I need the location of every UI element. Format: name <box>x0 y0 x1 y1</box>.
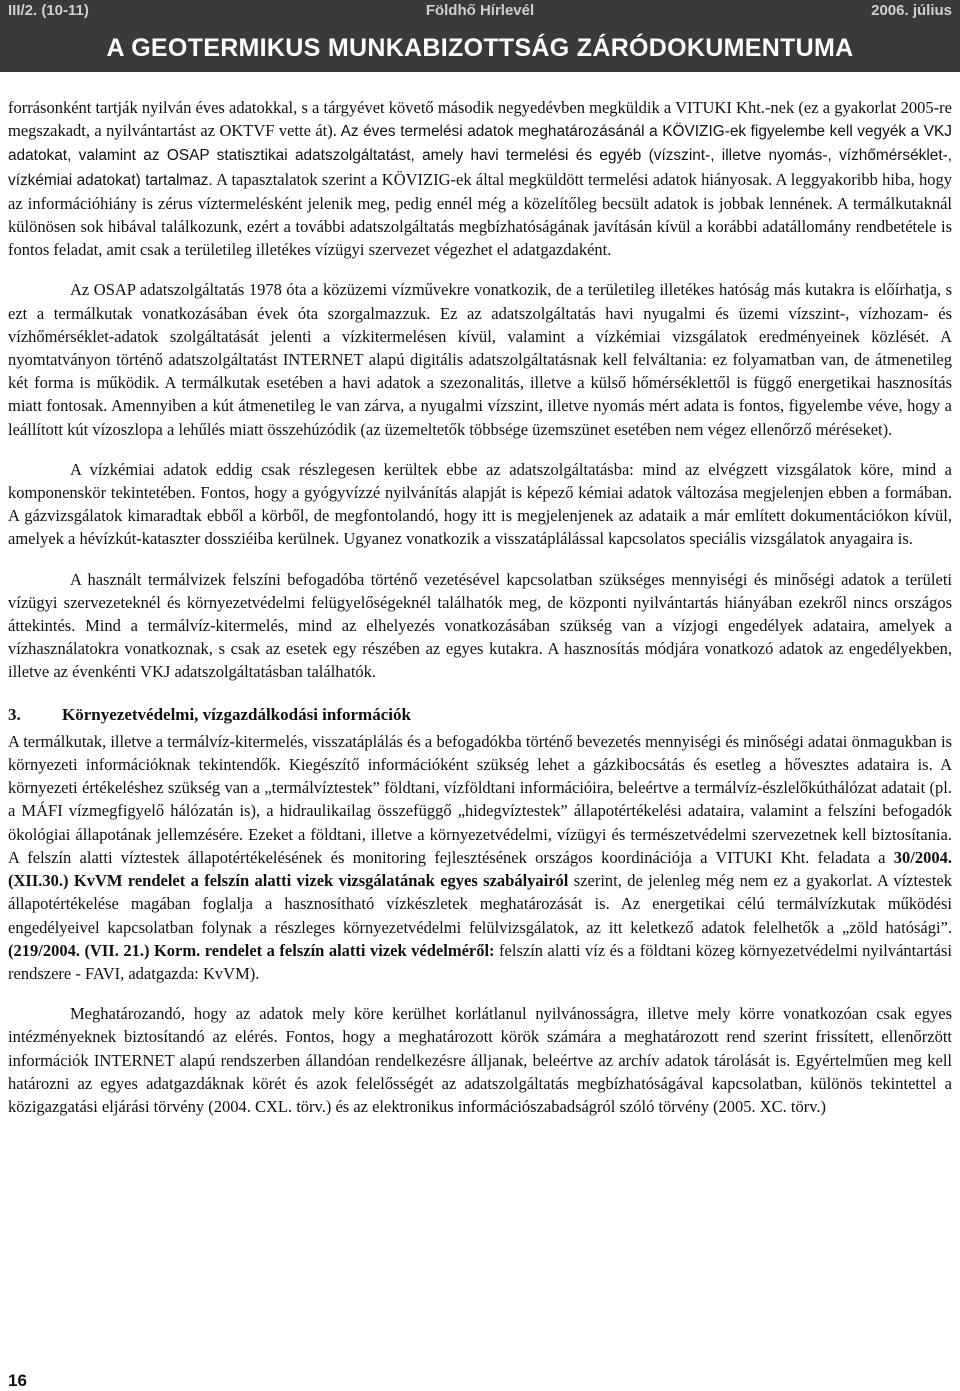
journal-name: Földhő Hírlevél <box>425 2 535 19</box>
section-number: 3. <box>8 704 21 724</box>
document-title: A GEOTERMIKUS MUNKABIZOTTSÁG ZÁRÓDOKUMENTUMA <box>106 34 854 62</box>
paragraph-1-part-a: forrásonként tartják nyilván éves adatokkal, s a tárgyévet követő második negyedévben megküldik a VITUKI Kht.-nek (ez a gyakorlat 2005-re megszakadt, a nyilvántartást az OKTVF vette át). <box>8 98 952 141</box>
paragraph-6: Meghatározandó, hogy az adatok mely köre kerülhet korlátlanul nyilvánosságra, illetve mely körre vonatkozóan csak egyes intézményeknek biztosítandó az elérés. Fontos, hogy a meghatározott körök számára a meghatározott rend szerint frissített, ellenőrzött információk INTERNET alapú rendszerben állandóan rendelkezésre álljanak, beleértve az archív adatok tárolását is. Egyértelműen meg kell határozni az egyes adatgazdáknak körét és azok felelősségét az adatszolgáltatás megbízhatóságával kapcsolatban, különös tekintettel a közigazgatási eljárási törvény (2004. CXL. törv.) és az elektronikus információszabadságról szóló törvény (2005. XC. törv.) <box>8 1004 952 1116</box>
issue-date: 2006. július <box>871 2 952 19</box>
regulation-reference-1: 30/2004. (XII.30.) KvVM rendelet a felszín alatti vizek vizsgálatának egyes szabályairól <box>8 847 952 891</box>
paragraph-5-part-a: A termálkutak, illetve a termálvíz-kitermelés, visszatáplálás és a befogadókba történő bevezetés mennyiségi és minőségi adatai önmagukban is környezeti információknak tekintendők. Kiegészítő információként szükség lehet a gázkibocsátás és esetleg a hővesztes adataira is. A környezeti értékeléshez szükség van a „termálvíztestek” földtani, vízföldtani információira, beleértve a termálvíz-észlelőkúthálózat adatait (pl. a MÁFI vízmegfigyelő hálózatán is), a hidraulikailag összefüggő „hidegvíztestek” állapotértékelési adataira, valamint a felszíni befogadók ökológiai állapotának jellemzésére. Ezeket a földtani, illetve a környezetvédelmi, vízügyi és természetvédelmi szervezetnek kell biztosítania. A felszín alatti víztestek állapotértékelésének és monitoring fejlesztésének országos koordinációja a VITUKI Kht. feladata a <box>8 731 952 867</box>
section-title: Környezetvédelmi, vízgazdálkodási információk <box>62 704 411 724</box>
section-heading <box>8 703 952 726</box>
paragraph-1-part-c: A tapasztalatok szerint a KÖVIZIG-ek által megküldött termelési adatok hiányosak. A leggyakoribb hiba, hogy az információhiány is zérus víztermelésként jelenik meg, pedig ennél még a közelítőleg becsült adatok is jobbak lennének. A termálkutaknál különösen sok hibával találkozunk, ezért a további adatszolgáltatás megbízhatóságának javításán kívül a korábbi adatállomány rendbetétele is fontos feladat, amit csak a területileg illetékes vízügyi szervezet végezhet el adatgazdaként. <box>8 169 952 260</box>
paragraph-3: A vízkémiai adatok eddig csak részlegesen kerültek ebbe az adatszolgáltatásba: mind az elvégzett vizsgálatok köre, mind a komponenskör tekintetében. Fontos, hogy a gyógyvízzé nyilvánítás alapját is képező kémiai adatok változása megjelenjen ebben a formában. A gázvizsgálatok kimaradtak ebből a körből, de megfontolandó, hogy itt is megjelenjenek az adataik a már említett dokumentációkon kívül, amelyek a hévízkút-kataszter dossziéiba kerülnek. Ugyanez vonatkozik a visszatáplálással kapcsolatos speciális vizsgálatok anyagaira is. <box>8 459 952 549</box>
paragraph-5-part-b: szerint, de jelenleg még nem ez a gyakorlat. A víztestek állapotértékelése magában foglalja a hasznosítható vízkészletek meghatározását is. Az energetikai célú termálvízkutak működési engedélyeivel kapcsolatban folynak a részleges környezetvédelmi felülvizsgálatok, az itt keletkező adatok felelhetők a „zöld hatósági”. <box>8 871 952 937</box>
regulation-reference-2: (219/2004. (VII. 21.) Korm. rendelet a felszín alatti vizek védelméről: <box>8 940 495 960</box>
paragraph-1 <box>8 96 952 261</box>
page-number: 16 <box>8 1371 27 1390</box>
header-meta-row <box>8 2 952 22</box>
page-header <box>0 0 960 72</box>
issue-number: III/2. (10-11) <box>8 2 89 19</box>
paragraph-1-part-b: Az éves termelési adatok meghatározásánál a KÖVIZIG-ek figyelembe kell vegyék a VKJ adatokat, valamint az OSAP statisztikai adatszolgáltatást, amely havi termelési és egyéb (vízszint-, illetve nyomás-, vízhőmérséklet-, vízkémiai adatokat) tartalmaz. <box>8 123 952 189</box>
paragraph-2: Az OSAP adatszolgáltatás 1978 óta a közüzemi vízművekre vonatkozik, de a területileg illetékes hatóság más kutakra is előírhatja, s ezt a termálkutak vonatkozásában évek óta szorgalmazzuk. Ez az adatszolgáltatás havi nyugalmi és üzemi vízszint-, vízhozam- és vízhőmérséklet-adatok szolgáltatását jelenti a vízkitermelésen kívül, valamint a vízkémiai vizsgálatok eredményeinek közlését. A nyomtatványon történő adatszolgáltatást INTERNET alapú digitális adatszolgáltatásnak kell felváltania: ez folyamatban van, de átmenetileg két forma is működik. A termálkutak esetében a havi adatok a szezonalitás, illetve a külső hőmérséklettől is függő energetikai hasznosítás miatt fontosak. Amennyiben a kút átmenetileg le van zárva, a nyugalmi vízszint, illetve nyomás mért adata is fontos, figyelembe véve, hogy a leállított kút vízoszlopa a lehűlés miatt összehúzódik (az üzemeltetők többsége üzemszünet esetében nem végez ellenőrző méréseket). <box>8 280 952 439</box>
paragraph-5-part-c: felszín alatti víz és a földtani közeg környezetvédelmi nyilvántartási rendszere - FAVI, adatgazda: KvVM). <box>8 940 952 983</box>
paragraph-4: A használt termálvizek felszíni befogadóba történő vezetésével kapcsolatban szükséges mennyiségi és minőségi adatok a területi vízügyi szervezeteknél és környezetvédelmi felügyelőségeknél találhatók meg, de központi nyilvántartás hiányában ezekről nincs országos áttekintés. Mind a termálvíz-kitermelés, mind az elhelyezés vonatkozásában szükség van a vízjogi engedélyek adataira, amelyek a vízhasználatokra vonatkoznak, s csak az esetek egy részében az egyes kutakra. A hasznosítás módjára vonatkozó adatok az engedélyekben, illetve az évenkénti VKJ adatszolgáltatásban találhatók. <box>8 569 952 682</box>
article-body <box>8 96 952 1118</box>
paragraph-5 <box>8 730 952 985</box>
